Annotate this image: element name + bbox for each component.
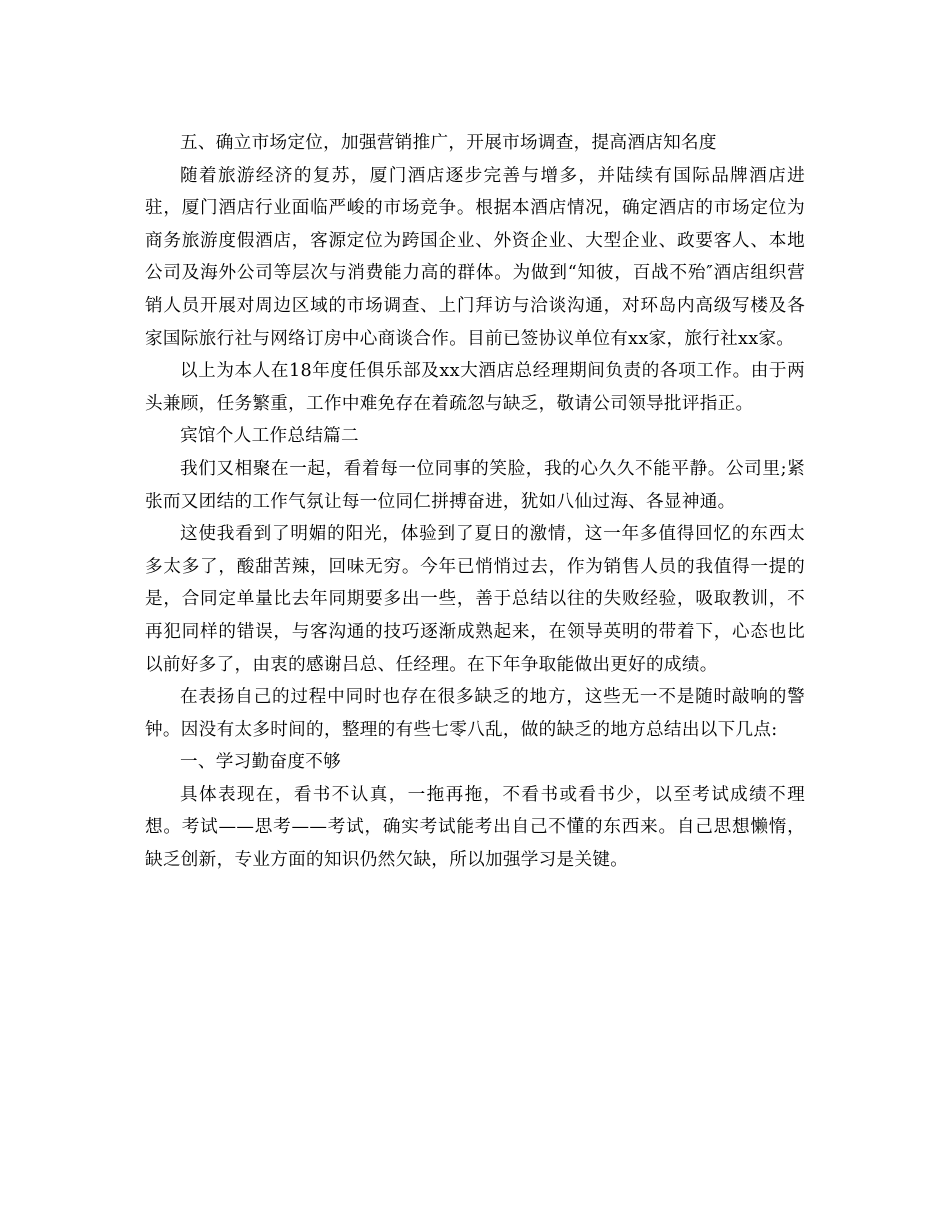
section-heading-five: 五、确立市场定位，加强营销推广，开展市场调查，提高酒店知名度 [180, 133, 717, 153]
paragraph-sales-review: 这使我看到了明媚的阳光，体验到了夏日的激情，这一年多值得回忆的东西太多太多了，酸甜苦辣，回味无穷。今年已悄悄过去，作为销售人员的我值得一提的是，合同定单量比去年同期要多出一些，善于总结以往的失败经验，吸取教训，不再犯同样的错误，与客沟通的技巧逐渐成熟起来，在领导英明的带着下，心态也比以前好多了，由衷的感谢吕总、任经理。在下年争取能做出更好的成绩。 [145, 524, 805, 675]
paragraph-summary-closing: 以上为本人在18年度任俱乐部及xx大酒店总经理期间负责的各项工作。由于两头兼顾，任务繁重，工作中难免存在着疏忽与缺乏，敬请公司领导批评指正。 [145, 361, 805, 414]
section-heading-one: 一、学习勤奋度不够 [180, 752, 342, 773]
document-body [145, 127, 805, 877]
paragraph-shortcomings-intro: 在表扬自己的过程中同时也存在很多缺乏的地方，这些无一不是随时敲响的警钟。因没有太多时间的，整理的有些七零八乱，做的缺乏的地方总结出以下几点: [145, 687, 805, 740]
article-title-part-two: 宾馆个人工作总结篇二 [180, 426, 359, 447]
paragraph-market-positioning: 随着旅游经济的复苏，厦门酒店逐步完善与增多，并陆续有国际品牌酒店进驻，厦门酒店行业面临严峻的市场竞争。根据本酒店情况，确定酒店的市场定位为商务旅游度假酒店，客源定位为跨国企业、外资企业、大型企业、政要客人、本地公司及海外公司等层次与消费能力高的群体。为做到“知彼，百战不殆″酒店组织营销人员开展对周边区域的市场调查、上门拜访与洽谈沟通，对环岛内高级写楼及各家国际旅行社与网络订房中心商谈合作。目前已签协议单位有xx家，旅行社xx家。 [145, 165, 805, 349]
paragraph-study-details: 具体表现在，看书不认真，一拖再拖，不看书或看书少，以至考试成绩不理想。考试——思考——考试，确实考试能考出自己不懂的东西来。自己思想懒惰，缺乏创新，专业方面的知识仍然欠缺，所以加强学习是关键。 [145, 784, 805, 871]
paragraph-reunion: 我们又相聚在一起，看着每一位同事的笑脸，我的心久久不能平静。公司里;紧张而又团结的工作气氛让每一位同仁拼搏奋进，犹如八仙过海、各显神通。 [145, 458, 805, 512]
